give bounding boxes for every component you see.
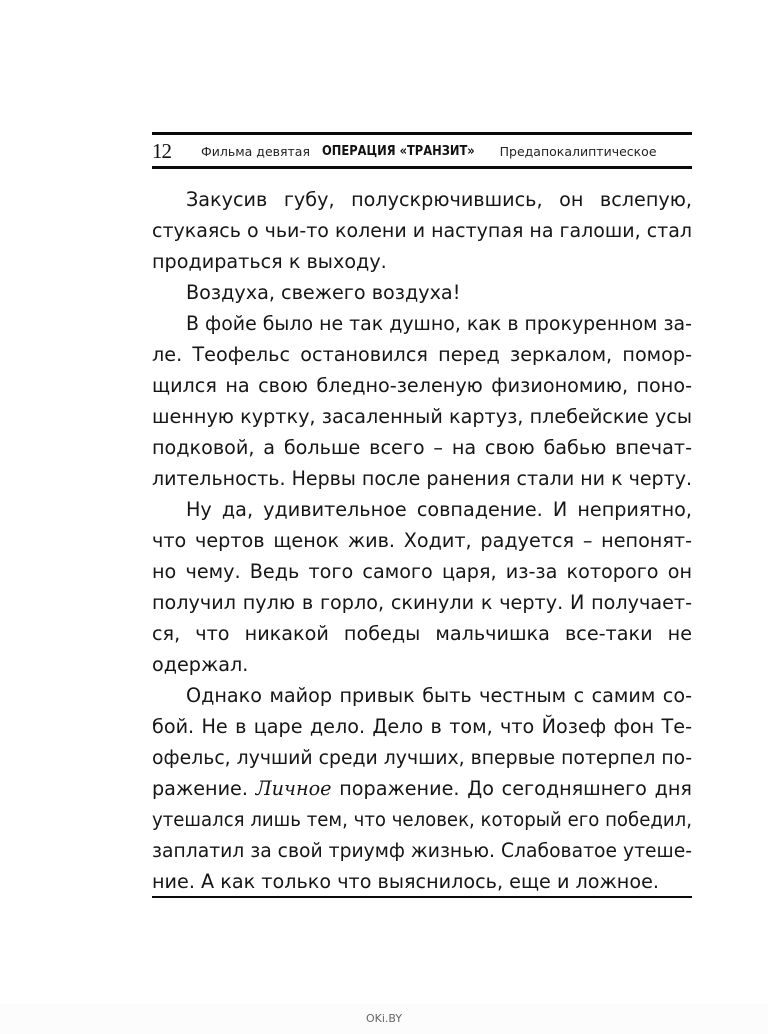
- running-head-title: ОПЕРАЦИЯ «ТРАНЗИТ»: [321, 143, 475, 159]
- watermark: OKi.BY: [0, 1004, 768, 1034]
- text-line: щился на свою бледно-зеленую физиономию, поно-: [152, 374, 692, 397]
- book-page: [152, 0, 692, 1034]
- italic-word: Личное: [255, 777, 332, 800]
- text-line: ся, что никакой победы мальчишка все-таки не: [152, 622, 692, 645]
- text-line: ние. А как только что выяснилось, еще и ложное.: [152, 870, 659, 893]
- text-line: лительность. Нервы после ранения стали ни к черту.: [152, 467, 692, 490]
- text-line: получил пулю в горло, скинули к черту. И получает-: [152, 591, 692, 614]
- text-line: шенную куртку, засаленный картуз, плебейские усы: [152, 405, 692, 428]
- text-line: бой. Не в царе дело. Дело в том, что Йозеф фон Те-: [152, 715, 692, 738]
- body-text: [152, 184, 692, 897]
- text-line: одержал.: [152, 653, 249, 676]
- text-line: что чертов щенок жив. Ходит, радуется – непонят-: [152, 529, 692, 552]
- text-line: продираться к выходу.: [152, 250, 387, 273]
- running-head-author: Фильма девятая: [201, 143, 310, 159]
- text-fragment: поражение. До сегодняшнего дня: [339, 777, 692, 800]
- text-line: Воздуха, свежего воздуха!: [186, 281, 461, 304]
- text-line: но чему. Ведь того самого царя, из-за которого он: [152, 560, 692, 583]
- text-line: Закусив губу, полускрючившись, он вслепую,: [186, 188, 692, 211]
- running-head: [152, 138, 692, 164]
- header-rule-bottom: [152, 166, 692, 169]
- text-line: В фойе было не так душно, как в прокуренном за-: [186, 312, 692, 335]
- running-head-chapter: Предапокалиптическое: [499, 143, 657, 159]
- text-line: Однако майор привык быть честным с самим со-: [186, 684, 692, 707]
- header-rule-top: [152, 132, 692, 135]
- text-line: заплатил за свой триумф жизнью. Слабоватое утеше-: [152, 839, 692, 862]
- text-line: стукаясь о чьи-то колени и наступая на галоши, стал: [152, 219, 692, 242]
- text-line-mixed: [152, 773, 692, 804]
- text-line: подковой, а больше всего – на свою бабью впечат-: [152, 436, 692, 459]
- text-line: Ну да, удивительное совпадение. И неприятно,: [186, 498, 692, 521]
- text-line: утешался лишь тем, что человек, который его победил,: [152, 808, 692, 831]
- text-fragment: ражение.: [152, 777, 248, 800]
- text-line: ле. Теофельс остановился перед зеркалом, помор-: [152, 343, 692, 366]
- page-number: 12: [152, 138, 171, 163]
- text-line: офельс, лучший среди лучших, впервые потерпел по-: [152, 746, 692, 769]
- footer-rule: [152, 896, 692, 898]
